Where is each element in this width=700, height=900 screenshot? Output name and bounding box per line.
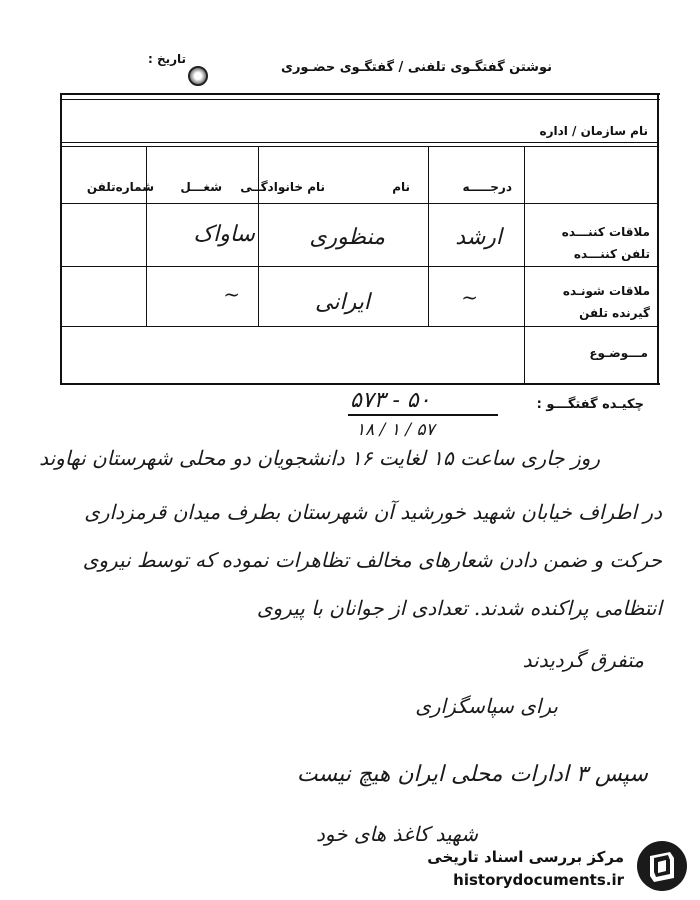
subject-label: مـــوضـوع bbox=[589, 346, 648, 360]
signature-line-3: شهید کاغذ های خود bbox=[315, 822, 478, 846]
caller-rank-value: ارشد bbox=[455, 225, 502, 250]
callee-job-value: ~ bbox=[223, 282, 240, 306]
callee-label: ملاقات شونـده bbox=[562, 284, 650, 298]
summary-label: چکیـده گفتگـــو : bbox=[536, 397, 644, 412]
archive-logo-icon bbox=[636, 840, 688, 892]
col-phone-header: شماره‌تلفن bbox=[86, 180, 154, 194]
col-family-header: نام خانوادگــی bbox=[240, 180, 325, 194]
body-line-5: متفرق گردیدند bbox=[522, 648, 644, 672]
callee-phone-label: گیرنده تلفن bbox=[579, 306, 650, 320]
watermark-site-name: مرکز بررسی اسناد تاریخی bbox=[427, 848, 624, 866]
hole-punch-icon bbox=[188, 66, 208, 86]
signature-line-1: برای سپاسگزاری bbox=[415, 694, 558, 718]
col-rank-header: درجـــــه bbox=[462, 180, 512, 194]
body-line-3: حرکت و ضمن دادن شعارهای مخالف تظاهرات نموده که توسط نیروی bbox=[82, 548, 662, 572]
form-title: نوشتن گفتگـوی تلفنی / گفتگـوی حضـوری bbox=[281, 60, 552, 75]
signature-line-2: سپس ۳ ادارات محلی ایران هیچ نیست bbox=[296, 762, 648, 787]
caller-job-value: ساواک bbox=[193, 222, 255, 247]
org-label: نام سازمان / اداره bbox=[539, 124, 648, 138]
body-line-4: انتظامی پراکنده شدند. تعدادی از جوانان با پیروی bbox=[256, 596, 662, 620]
body-line-2: در اطراف خیابان شهید خورشید آن شهرستان بطرف میدان قرمزداری bbox=[84, 500, 662, 524]
summary-date: ۱۸ / ۱ / ۵۷ bbox=[356, 420, 435, 440]
reference-underline bbox=[348, 414, 498, 416]
col-name-header: نام bbox=[392, 180, 410, 194]
reference-number: ۵۷۳ - ۵۰ bbox=[350, 388, 431, 413]
callee-rank-value: ~ bbox=[461, 285, 478, 309]
caller-family-value: منظوری bbox=[309, 225, 385, 250]
caller-label: ملاقات کننـــده bbox=[561, 225, 650, 239]
date-label: تاریخ : bbox=[148, 52, 187, 66]
callee-family-value: ایرانی bbox=[315, 290, 370, 315]
caller-phone-label: تلفن کننـــده bbox=[573, 247, 650, 261]
watermark-url: historydocuments.ir bbox=[453, 871, 624, 889]
body-line-1: روز جاری ساعت ۱۵ لغایت ۱۶ دانشجویان دو محلی شهرستان نهاوند bbox=[39, 446, 600, 470]
col-job-header: شغـــل bbox=[180, 180, 222, 194]
